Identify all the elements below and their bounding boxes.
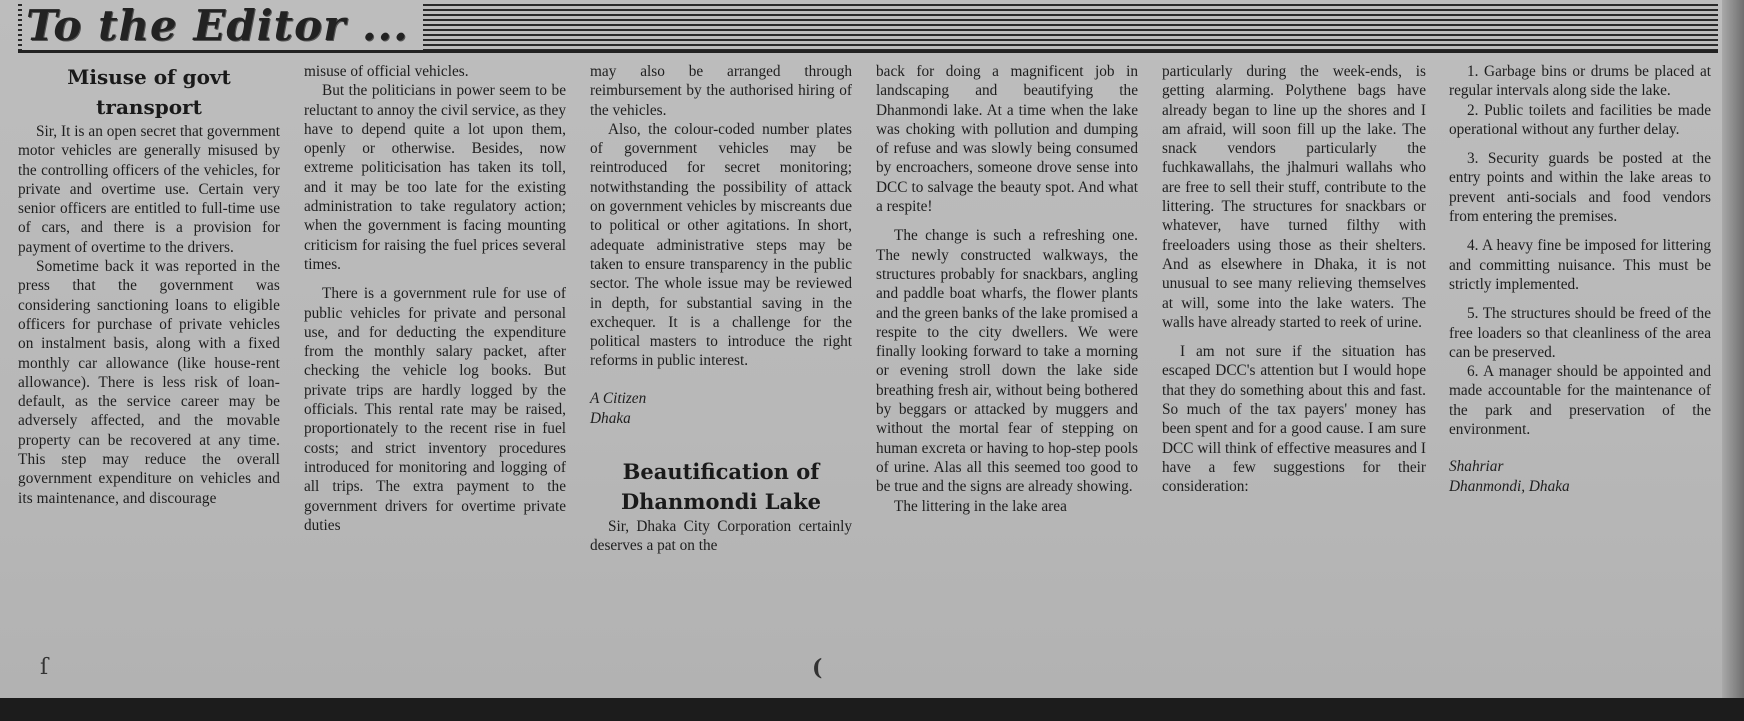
letter1-signature-place: Dhaka (590, 409, 631, 427)
paper-blemish-mark: ( (812, 655, 823, 681)
letter1-paragraph-5: Also, the colour-coded number plates of government vehicles may be reintroduced for secret monitoring; notwithstanding the possibility of attack on government vehicles by miscreants due to political or other agitations. In short, adequate administrative steps may be taken to ensure transparency in the public sector. The whole issue may be reviewed in depth, for substantial saving in the exchequer. It is a challenge for the political masters to introduce the right reforms in public interest. (590, 120, 852, 370)
letter-heading-beautification-line1: Beautification of (622, 458, 820, 484)
letter1-signature-name: A Citizen (590, 389, 647, 407)
letter2-signature-name: Shahriar (1449, 458, 1504, 476)
section-masthead (18, 1, 1718, 50)
scan-bottom-border (0, 698, 1744, 721)
masthead-underline (18, 50, 1718, 53)
column-6 (1449, 62, 1711, 497)
section-title: To the Editor ... (22, 2, 423, 50)
letter1-paragraph-1: Sir, It is an open secret that government motor vehicles are generally misused by the controlling officers of the vehicles, for private and overtime use. Certain very senior officers are entitled to full-time use of cars, and there is a provision for payment of overtime to the drivers. (18, 123, 280, 256)
letter-heading-beautification-line2: Dhanmondi Lake (620, 488, 822, 514)
suggestion-3: 3. Security guards be posted at the entry points and within the lake areas to prevent anti-socials and food vendors from entering the premises. (1449, 150, 1711, 226)
letter2-signature-place: Dhanmondi, Dhaka (1449, 478, 1570, 496)
column-4 (876, 62, 1138, 516)
letter2-paragraph-3-continued: particularly during the week-ends, is getting alarming. Polythene bags have already began to line up the shores and I am afraid, will soon fill up the lake. The snack vendors particularly the fuchkawallahs, the jhalmuri wallahs who are free to sell their stuff, contribute to the littering. The structures for snackbars or whatever, have turned filthy with freeloaders using those as their shelters. And as elsewhere in Dhaka, it is not unusual to see many relieving themselves at will, some into the lake waters. The walls have already started to reek of urine. (1162, 63, 1426, 331)
letter1-paragraph-4: There is a government rule for use of public vehicles for private and personal use, and for deducting the expenditure from the monthly salary packet, after checking the vehicle log books. But private trips are hardly logged by the officials. This rental rate may be raised, proportionately to the recent rise in fuel costs; and strict inventory procedures introduced for monitoring and logging of all trips. The extra payment to the government drivers for overtime private duties (304, 285, 566, 534)
letter1-paragraph-2: Sometime back it was reported in the press that the government was considering sanctioning loans to eligible officers for purchase of private vehicles on instalment basis, along with a fixed monthly car allowance (like house-rent allowance). There is less risk of loan-default, as the service career may be adversely affected, and the movable property can be recovered at any time. This step may reduce the overall government expenditure on vehicles and its maintenance, and discourage (18, 258, 280, 507)
letter-heading-misuse-of-govt-transport: Misuse of govt transport (67, 65, 231, 119)
letter2-paragraph-1-continued: back for doing a magnificent job in landscaping and beautifying the Dhanmondi lake. At a time when the lake was choking with pollution and dumping of refuse and was slowly being consumed by encroachers, someone drove sense into DCC to salvage the beauty spot. And what a respite! (876, 63, 1138, 216)
column-5 (1162, 62, 1426, 497)
letter2-paragraph-2: The change is such a refreshing one. The newly constructed walkways, the structures probably for snackbars, angling and paddle boat wharfs, the flower plants and the green banks of the lake promised a respite to the city dwellers. We were finally looking forward to take a morning or evening stroll down the lake side breathing fresh air, without being bothered by beggars or attacked by muggers and without the mortal fear of stepping on human excreta or having to hop-step pools of urine. Alas all this seemed too good to be true and the signs are already showing. (876, 227, 1138, 496)
letter1-paragraph-4-continued: may also be arranged through reimbursement by the authorised hiring of the vehicles. (590, 63, 852, 119)
suggestion-1: 1. Garbage bins or drums be placed at regular intervals along side the lake. (1449, 63, 1711, 100)
suggestion-2: 2. Public toilets and facilities be made operational without any further delay. (1449, 101, 1711, 138)
suggestion-6: 6. A manager should be appointed and made accountable for the maintenance of the park and preservation of the environment. (1449, 363, 1711, 439)
suggestion-4: 4. A heavy fine be imposed for littering and committing nuisance. This must be strictly implemented. (1449, 237, 1711, 293)
letter1-paragraph-3: But the politicians in power seem to be reluctant to annoy the civil service, as they have to depend quite a lot upon them, openly or otherwise. Besides, now extreme politicisation has taken its toll, and it may be too late for the existing administration to take regulatory action; when the government is facing mounting criticism for raising the fuel prices several times. (304, 82, 566, 273)
letter2-paragraph-4: I am not sure if the situation has escaped DCC's attention but I would hope that they do something about this and fast. So much of the tax payers' money has been spent and for a good cause. I am sure DCC will think of effective measures and I have a few suggestions for their consideration: (1162, 343, 1426, 496)
letter2-paragraph-1: Sir, Dhaka City Corporation certainly deserves a pat on the (590, 517, 852, 555)
letter1-paragraph-2-continued: misuse of official vehicles. (304, 63, 469, 80)
page-edge-shadow (1722, 0, 1744, 698)
column-2 (304, 62, 566, 535)
column-3 (590, 62, 852, 555)
paper-blemish-mark: ſ (40, 655, 49, 680)
column-1 (18, 62, 280, 508)
letter2-paragraph-3: The littering in the lake area (894, 497, 1067, 515)
suggestion-5: 5. The structures should be freed of the free loaders so that cleanliness of the area can be preserved. (1449, 305, 1711, 361)
